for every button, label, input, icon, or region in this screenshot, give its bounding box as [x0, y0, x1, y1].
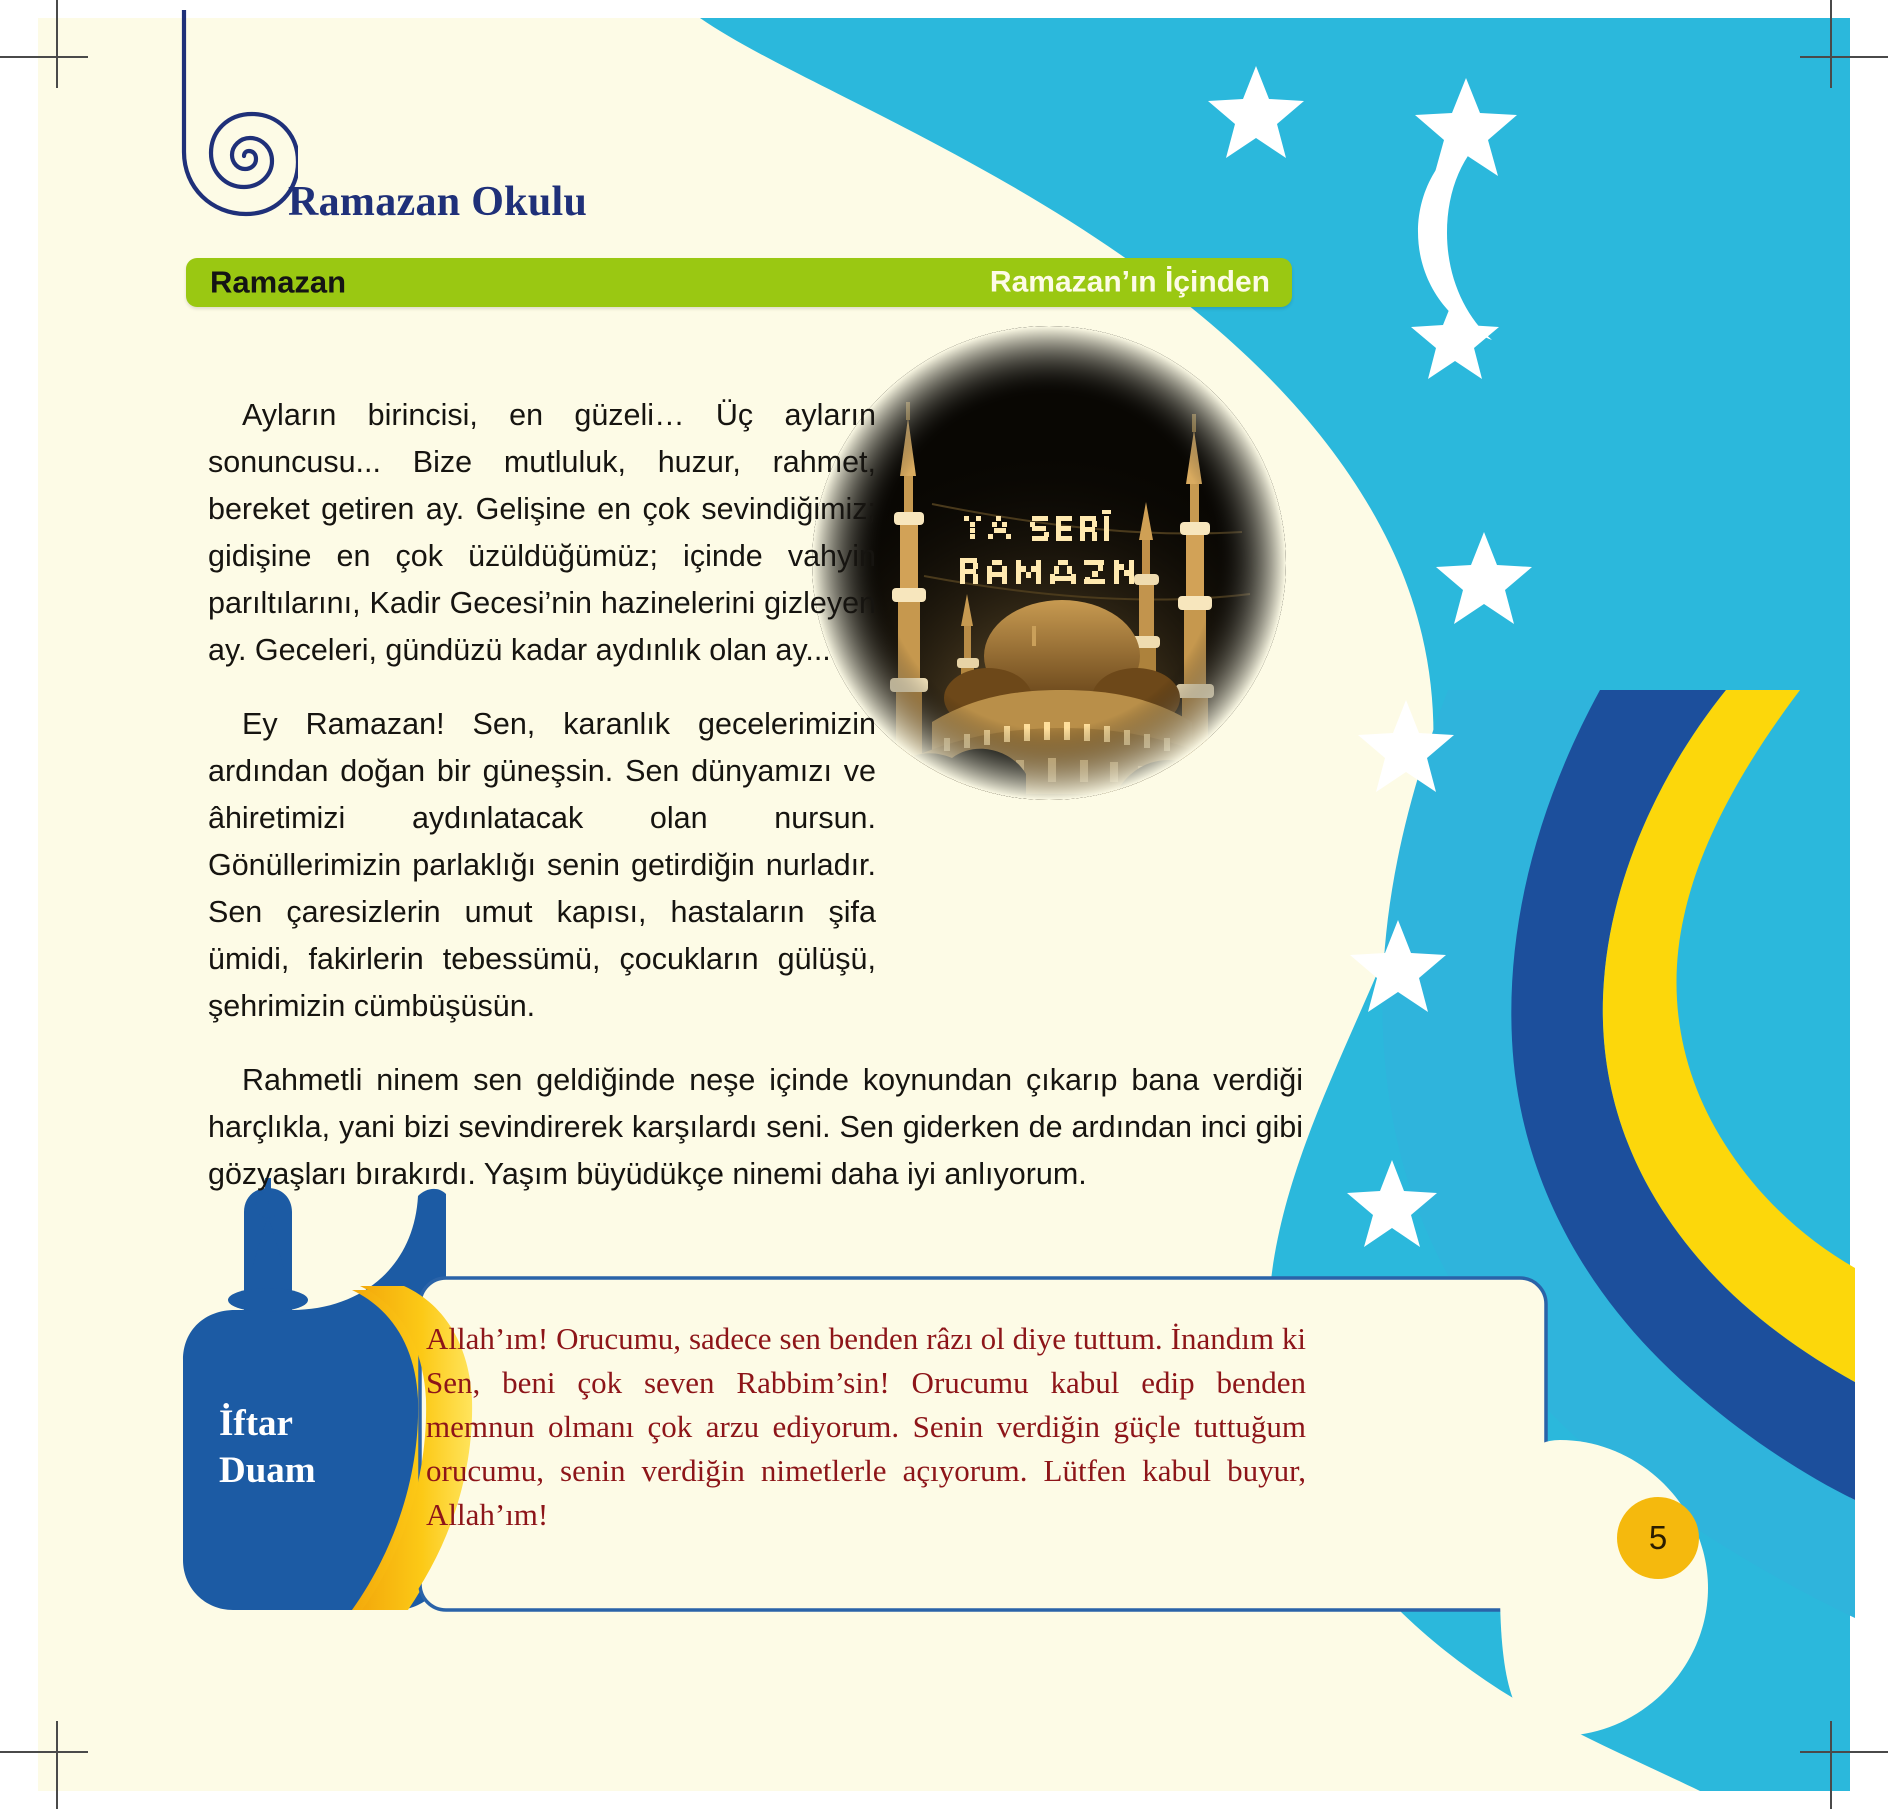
- crop-mark-bottom-left-v: [56, 1721, 58, 1809]
- section-banner: [186, 258, 1292, 307]
- banner-left-label: Ramazan: [210, 263, 347, 299]
- page-number-badge: 5: [1617, 1497, 1699, 1579]
- crop-mark-top-left-v: [56, 0, 58, 88]
- article-paragraph-1: Ayların birincisi, en güzeli… Üç ayların sonuncusu... Bize mutluluk, huzur, rahmet, bereket getiren ay. Gelişine en çok sevindiğimiz; gidişine en çok üzüldüğümüz; içinde vahyin parıltılarını, Kadir Gecesi’nin hazinelerini gizleyen ay. Geceleri, gündüzü kadar aydınlık olan ay...: [208, 398, 876, 667]
- iftar-dua-label: [219, 1400, 316, 1494]
- spiral-logo-icon: [178, 10, 298, 220]
- article-paragraph-2: Ey Ramazan! Sen, karanlık gecelerimizin ardından doğan bir güneşsin. Sen dünyamızı ve âhiretimizi aydınlatacak olan nursun. Gönüllerimizin parlaklığı senin getirdiğin nurladır. Sen çaresizlerin umut kapısı, hastaların şifa ümidi, fakirlerin tebessümü, çocukların gülüşü, şehrimizin cümbüşüsün.: [208, 707, 876, 1023]
- crop-mark-top-right-v: [1830, 0, 1832, 88]
- banner-right-label: Ramazan’ın İçinden: [989, 264, 1270, 298]
- article-body: [208, 392, 1303, 1225]
- crop-mark-bottom-right-h: [1800, 1751, 1888, 1753]
- article-paragraph-3: Rahmetli ninem sen geldiğinde neşe içinde koynundan çıkarıp bana verdiği harçlıkla, yani bizi sevindirerek karşılardı seni. Sen giderken de ardından inci gibi gözyaşları bırakırdı. Yaşım büyüdükçe ninemi daha iyi anlıyorum.: [208, 1063, 1303, 1191]
- page-title: Ramazan Okulu: [288, 179, 588, 225]
- crop-mark-top-left-h: [0, 56, 88, 58]
- iftar-dua-label-line-1: İftar: [219, 1403, 293, 1444]
- iftar-dua-label-line-2: Duam: [219, 1450, 316, 1491]
- crop-mark-top-right-h: [1800, 56, 1888, 58]
- crop-mark-bottom-right-v: [1830, 1721, 1832, 1809]
- iftar-dua-block: [183, 1182, 1546, 1610]
- iftar-dua-text: Allah’ım! Orucumu, sadece sen benden râzı ol diye tuttum. İnandım ki Sen, beni çok seven Rabbim’sin! Orucumu kabul edip benden memnun olmanı çok arzu ediyorum. Senin verdiğin güçle tuttuğum orucumu, senin verdiğin nimetlerle açıyorum. Lütfen kabul buyur, Allah’ım!: [426, 1321, 1306, 1532]
- crop-mark-bottom-left-h: [0, 1751, 88, 1753]
